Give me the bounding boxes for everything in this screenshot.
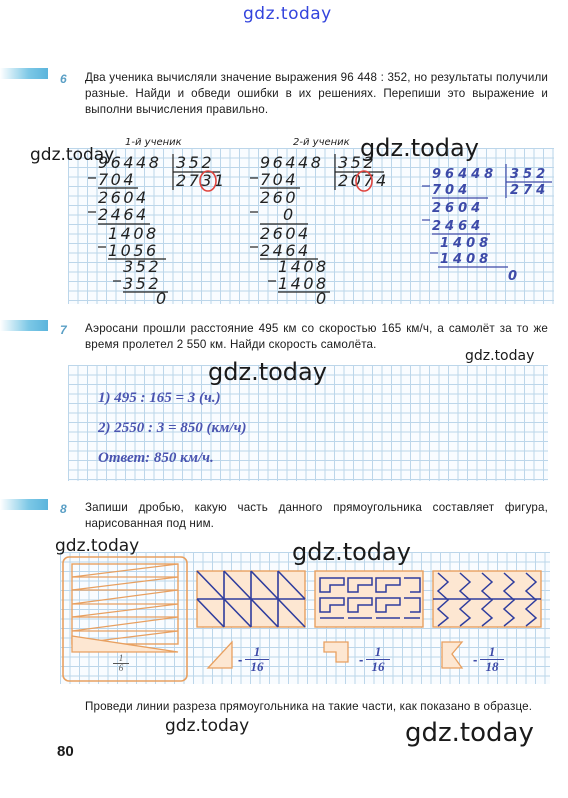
minus-sign: - [238,652,243,667]
student2-label: 2-й ученик [293,137,350,148]
c-line: 0 [508,269,522,284]
c-line: 1408 [440,252,493,267]
task-marker [0,320,48,331]
watermark: gdz.today [165,716,250,736]
c-dividend: 96448 [432,167,498,182]
arrow-shape [440,640,466,672]
rectangle-1 [196,570,306,628]
watermark: gdz.today [405,718,534,748]
s2-quotient: 2074 [338,171,389,190]
task7-text: Аэросани прошли расстояние 495 км со скоростью 165 км/ч, а самолёт за то же время пролетел 2 550 км. Найди скорость самолёта. [85,322,548,351]
s1-line: 1056 [108,241,159,260]
task6-text: Два ученика вычисляли значение выражения 96 448 : 352, но результаты получили разные. Найди и обведи ошибки в их решениях. Перепиши это выражение и выполни вычисления правильно. [85,71,548,116]
s2-line: 704 [260,170,299,189]
answer-line-3: Ответ: 850 км/ч. [98,450,214,466]
rectangle-2 [314,570,424,628]
c-line: 2604 [432,201,485,216]
c-quotient: 274 [510,183,550,198]
watermark-top: gdz.today [243,4,332,24]
triangle-shape [206,640,236,670]
task6-number: 6 [60,72,67,86]
task-marker [0,499,48,510]
s2-line: 2604 [260,224,311,243]
fraction-2: $\frac{1}{16}$ [366,645,390,674]
watermark: gdz.today [208,358,327,386]
task-marker [0,68,48,79]
s1-line: 2604 [98,188,149,207]
s2-line: 1408 [278,274,329,293]
s2-line: 1408 [278,257,329,276]
task6-work [68,148,554,304]
task8-footer: Проведи линии разреза прямоугольника на такие части, как показано в образце. [85,700,533,713]
fraction-1: $\frac{1}{16}$ [245,645,269,674]
s1-line: 0 [156,289,169,304]
s1-divisor: 352 [176,153,215,172]
s1-line: 352 [123,274,162,293]
student1-label: 1-й ученик [125,137,182,148]
watermark: gdz.today [55,536,140,556]
fraction-3: $\frac{1}{18}$ [480,645,504,674]
c-line: 704 [432,183,472,198]
minus-sign: - [359,652,364,667]
s1-dividend: 96448 [98,153,162,172]
s1-line: 2464 [98,205,149,224]
c-line: 1408 [440,236,493,251]
s1-quotient: 2731 [176,171,227,190]
s2-dividend: 96448 [260,153,324,172]
minus-sign: - [473,652,478,667]
c-line: 2464 [432,219,485,234]
s2-divisor: 352 [338,153,377,172]
task8-number: 8 [60,502,67,516]
s1-line: 1408 [108,224,159,243]
sample-fraction: $\frac{1}{6}$ [113,654,129,673]
rectangle-3 [432,570,542,628]
watermark: gdz.today [292,538,411,566]
watermark: gdz.today [465,348,535,364]
page-number: 80 [57,743,74,760]
task7-number: 7 [60,323,67,337]
s2-line: 2464 [260,241,311,260]
answer-line-2: 2) 2550 : 3 = 850 (км/ч) [98,420,247,436]
s1-line: 352 [123,257,162,276]
l-shape [322,640,352,666]
s2-line: 0 [316,289,329,304]
s2-line: 0 [283,205,296,224]
watermark: gdz.today [30,145,115,165]
watermark: gdz.today [360,134,479,162]
s1-line: 704 [98,170,137,189]
task8-text: Запиши дробью, какую часть данного прямоугольника составляет фигура, нарисованная под ним. [85,501,548,530]
c-divisor: 352 [510,167,550,182]
s2-line: 260 [260,188,299,207]
answer-line-1: 1) 495 : 165 = 3 (ч.) [98,390,221,406]
